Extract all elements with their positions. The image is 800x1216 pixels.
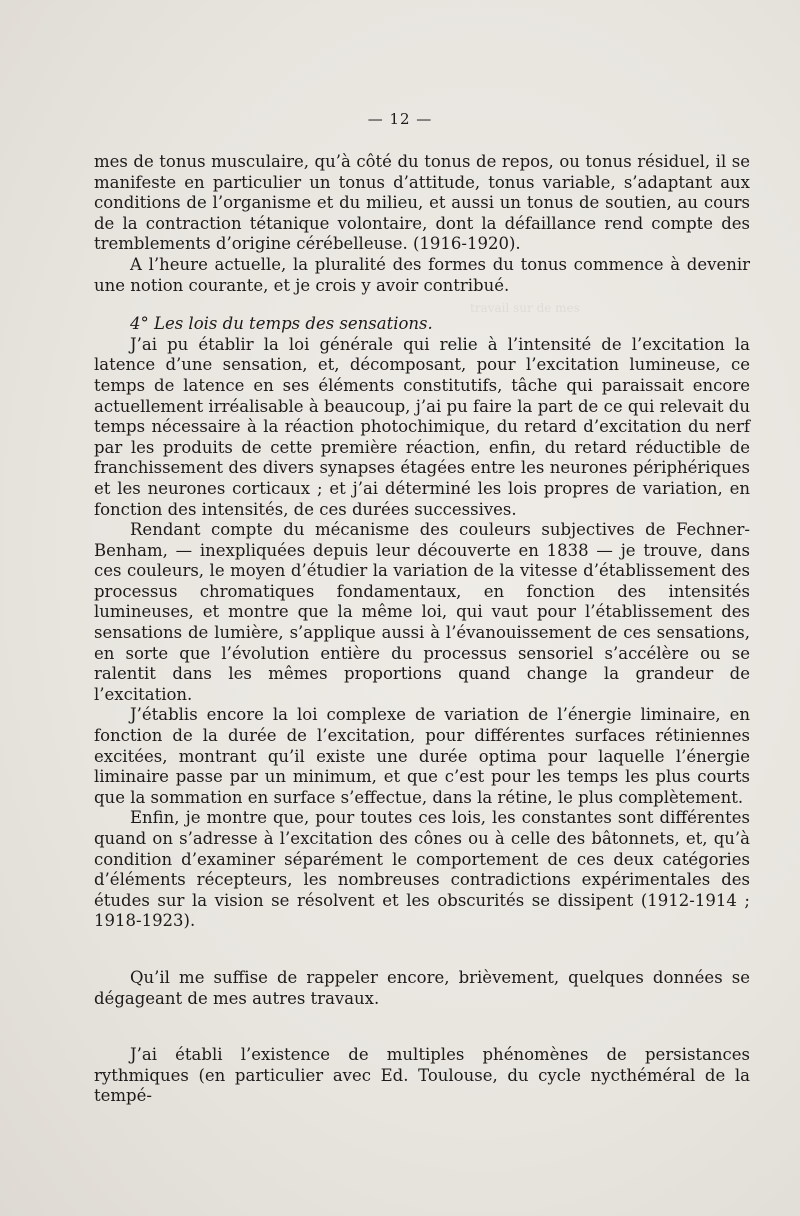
paragraph-liminal-energy: J’établis encore la loi complexe de variation de l’énergie liminaire, en fonction de la durée de l’excitation, pour différentes surfaces rétiniennes excitées, montrant qu’il existe une durée optima pour laquelle l’énergie liminaire passe par un minimum, et que c’est pour les temps les plus courts que la sommation en surface s’effectue, dans la rétine, le plus complètement. xyxy=(94,705,750,807)
paragraph-tonus-continuation: mes de tonus musculaire, qu’à côté du tonus de repos, ou tonus résiduel, il se manifeste en particulier un tonus d’attitude, tonus variable, s’adaptant aux conditions de l’organisme et du milieu, et aussi un tonus de soutien, au cours de la contraction tétanique volontaire, dont la défaillance rend compte des tremblements d’origine cérébelleuse. (1916-1920). xyxy=(94,152,750,254)
body-text xyxy=(94,152,750,1107)
paragraph-other-works: Qu’il me suffise de rappeler encore, brièvement, quelques données se dégageant de mes autres travaux. xyxy=(94,967,750,1008)
section-heading-sensation-time-laws: 4° Les lois du temps des sensations. xyxy=(130,314,433,334)
page-number: — 12 — xyxy=(367,110,433,128)
paragraph-rhythmic-persistence: J’ai établi l’existence de multiples phénomènes de persistances rythmiques (en particulier avec Ed. Toulouse, du cycle nycthéméral de la tempé- xyxy=(94,1045,750,1106)
paragraph-latency-law: J’ai pu établir la loi générale qui relie à l’intensité de l’excitation la latence d’une sensation, et, décomposant, pour l’excitation lumineuse, ce temps de latence en ses éléments constitutifs, tâche qui paraissait encore actuellement irréalisable à beaucoup, j’ai pu faire la part de ce qui relevait du temps nécessaire à la réaction photochimique, du retard d’excitation du nerf par les produits de cette première réaction, enfin, du retard réductible de franchissement des divers synapses étagées entre les neurones périphériques et les neurones corticaux ; et j’ai déterminé les lois propres de variation, en fonction des intensités, de ces durées successives. xyxy=(94,334,750,519)
bleed-through-text: travail sur de mes xyxy=(470,301,580,315)
paragraph-tonus-current: A l’heure actuelle, la pluralité des formes du tonus commence à devenir une notion courante, et je crois y avoir contribué. xyxy=(94,254,750,295)
paragraph-cones-rods: Enfin, je montre que, pour toutes ces lois, les constantes sont différentes quand on s’adresse à l’excitation des cônes ou à celle des bâtonnets, et, qu’à condition d’examiner séparément le comportement de ces deux catégories d’éléments récepteurs, les nombreuses contradictions expérimentales des études sur la vision se résolvent et les obscurités se dissipent (1912-1914 ; 1918-1923). xyxy=(94,808,750,931)
paragraph-fechner-benham: Rendant compte du mécanisme des couleurs subjectives de Fechner-Benham, — inexpliquées depuis leur découverte en 1838 — je trouve, dans ces couleurs, le moyen d’étudier la variation de la vitesse d’établissement des processus chromatiques fondamentaux, en fonction des intensités lumineuses, et montre que la même loi, qui vaut pour l’établissement des sensations de lumière, s’applique aussi à l’évanouissement de ces sensations, en sorte que l’évolution entière du processus sensoriel s’accélère ou se ralentit dans les mêmes proportions quand change la grandeur de l’excitation. xyxy=(94,520,750,704)
